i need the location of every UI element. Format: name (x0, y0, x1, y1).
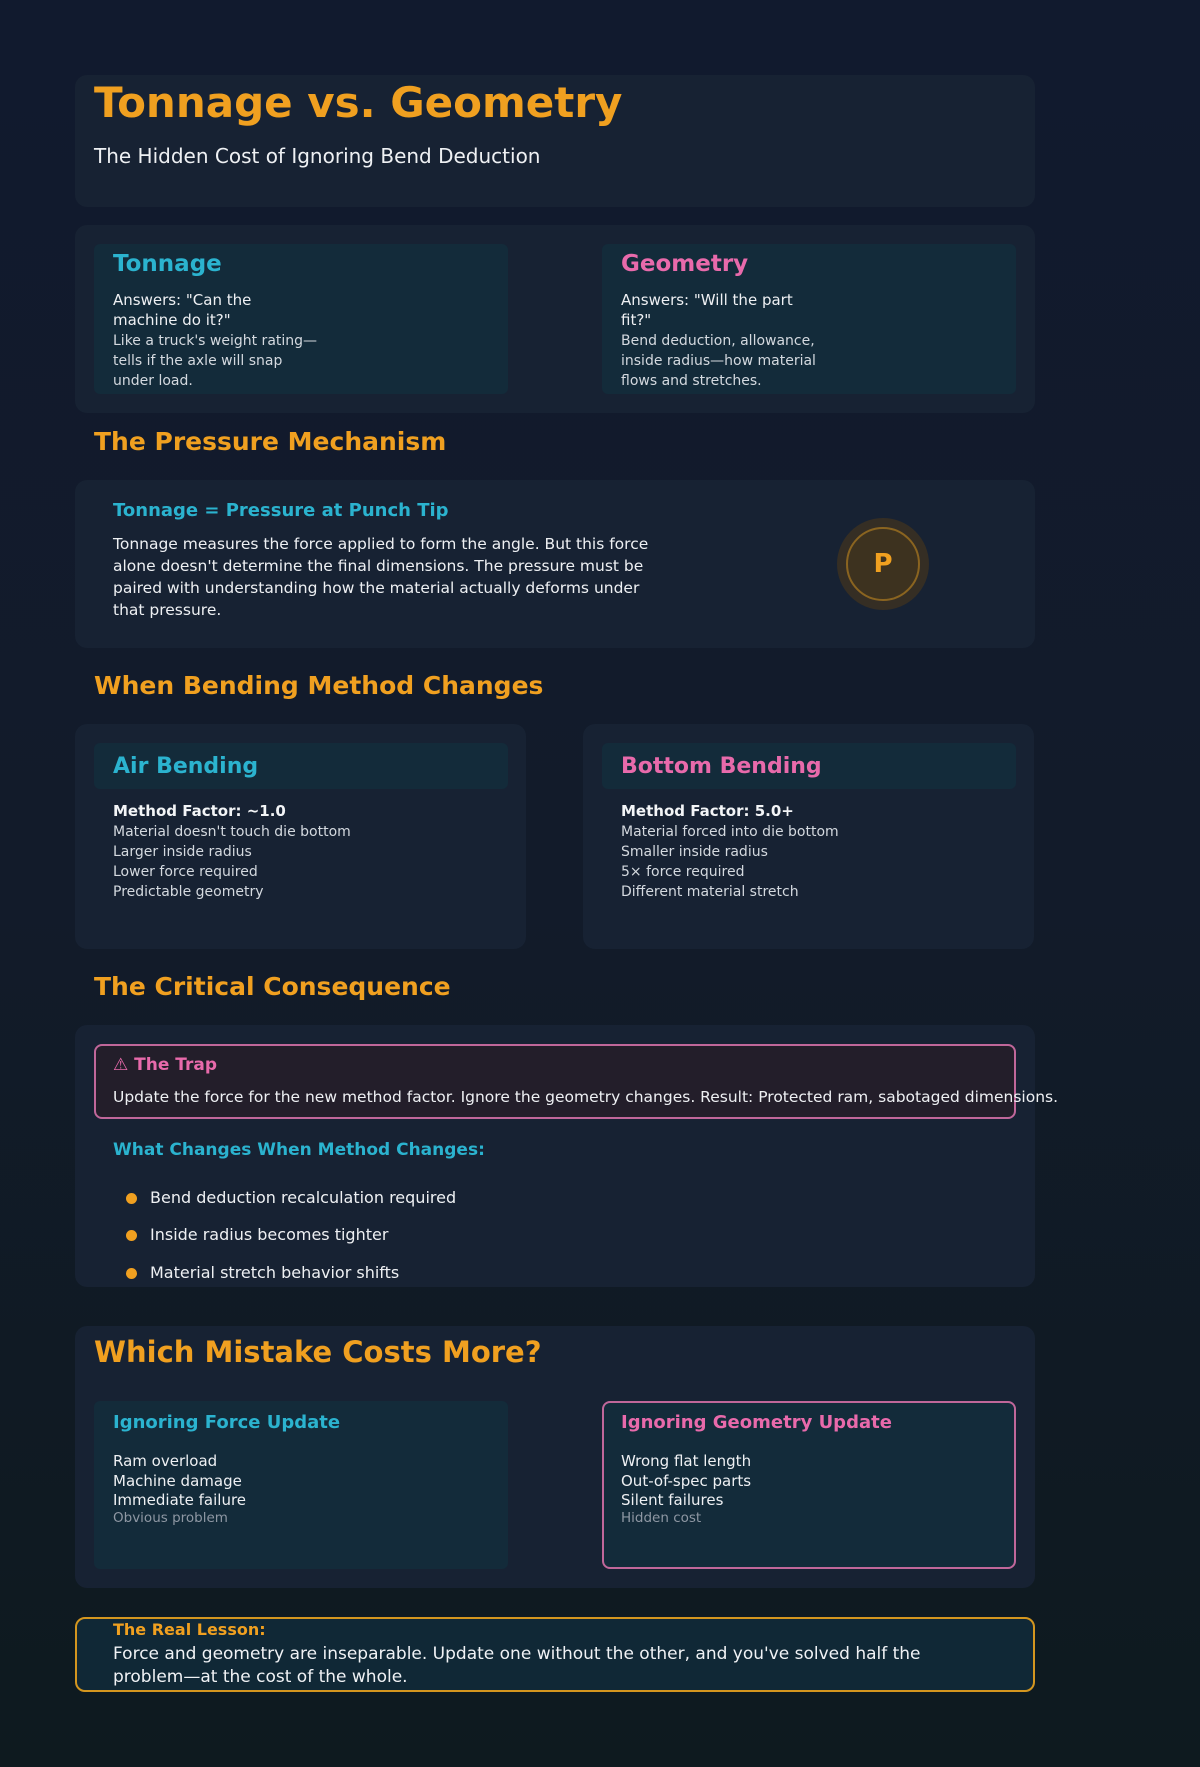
force-item-2: Machine damage (113, 1472, 242, 1490)
lesson-body: Force and geometry are inseparable. Update one without the other, and you've solved half the problem—at the cost of the whole. (113, 1644, 921, 1687)
geometry-note: Hidden cost (621, 1510, 702, 1526)
changes-title: What Changes When Method Changes: (113, 1140, 485, 1160)
page-title: Tonnage vs. Geometry (94, 78, 623, 127)
pressure-badge-letter: P (873, 549, 893, 579)
bottom-bending-title: Bottom Bending (621, 754, 822, 779)
geometry-question: Answers: "Will the part fit?" (621, 291, 793, 329)
change-bullet-1 (126, 1193, 137, 1204)
bottom-item-4: Different material stretch (621, 884, 799, 900)
pressure-badge (837, 518, 929, 610)
trap-title: ⚠ The Trap (113, 1055, 218, 1075)
air-bending-title: Air Bending (113, 754, 259, 779)
force-title: Ignoring Force Update (113, 1412, 341, 1433)
trap-body: Update the force for the new method factor. Ignore the geometry changes. Result: Protected ram, sabotaged dimensions. (113, 1088, 1059, 1106)
lesson-title: The Real Lesson: (113, 1620, 266, 1639)
method-heading: When Bending Method Changes (94, 671, 544, 700)
pressure-heading: The Pressure Mechanism (94, 427, 447, 456)
geometry-update-title: Ignoring Geometry Update (621, 1412, 892, 1433)
geometry-item-2: Out-of-spec parts (621, 1472, 752, 1490)
pressure-card-body: Tonnage measures the force applied to form the angle. But this force alone doesn't determine the final dimensions. The pressure must be paired with understanding how the material actually deforms under that pressure. (113, 535, 649, 619)
page-subtitle: The Hidden Cost of Ignoring Bend Deduction (94, 144, 541, 168)
change-bullet-2 (126, 1230, 137, 1241)
geometry-title: Geometry (621, 251, 749, 277)
geometry-item-1: Wrong flat length (621, 1452, 752, 1470)
change-item-1: Bend deduction recalculation required (150, 1188, 457, 1207)
change-item-2: Inside radius becomes tighter (150, 1225, 389, 1244)
geometry-item-3: Silent failures (621, 1491, 724, 1509)
bottom-item-2: Smaller inside radius (621, 844, 768, 860)
air-item-2: Larger inside radius (113, 844, 252, 860)
air-item-3: Lower force required (113, 864, 258, 880)
change-bullet-3 (126, 1268, 137, 1279)
geometry-desc: Bend deduction, allowance, inside radius—how material flows and stretches. (621, 333, 816, 389)
trap-box (94, 1044, 1016, 1119)
bottom-bending-factor: Method Factor: 5.0+ (621, 802, 794, 820)
force-item-3: Immediate failure (113, 1491, 247, 1509)
bottom-item-3: 5× force required (621, 864, 745, 880)
force-note: Obvious problem (113, 1510, 228, 1526)
force-item-1: Ram overload (113, 1452, 218, 1470)
consequence-heading: The Critical Consequence (94, 972, 451, 1001)
tonnage-desc: Like a truck's weight rating—tells if the axle will snap under load. (113, 333, 318, 389)
bottom-item-1: Material forced into die bottom (621, 824, 839, 840)
air-bending-factor: Method Factor: ~1.0 (113, 802, 286, 820)
tonnage-title: Tonnage (113, 251, 222, 277)
pressure-card-title: Tonnage = Pressure at Punch Tip (113, 500, 449, 521)
mistake-heading: Which Mistake Costs More? (94, 1335, 542, 1369)
air-item-4: Predictable geometry (113, 884, 264, 900)
tonnage-question: Answers: "Can the machine do it?" (113, 291, 252, 329)
air-item-1: Material doesn't touch die bottom (113, 824, 351, 840)
change-item-3: Material stretch behavior shifts (150, 1263, 400, 1282)
